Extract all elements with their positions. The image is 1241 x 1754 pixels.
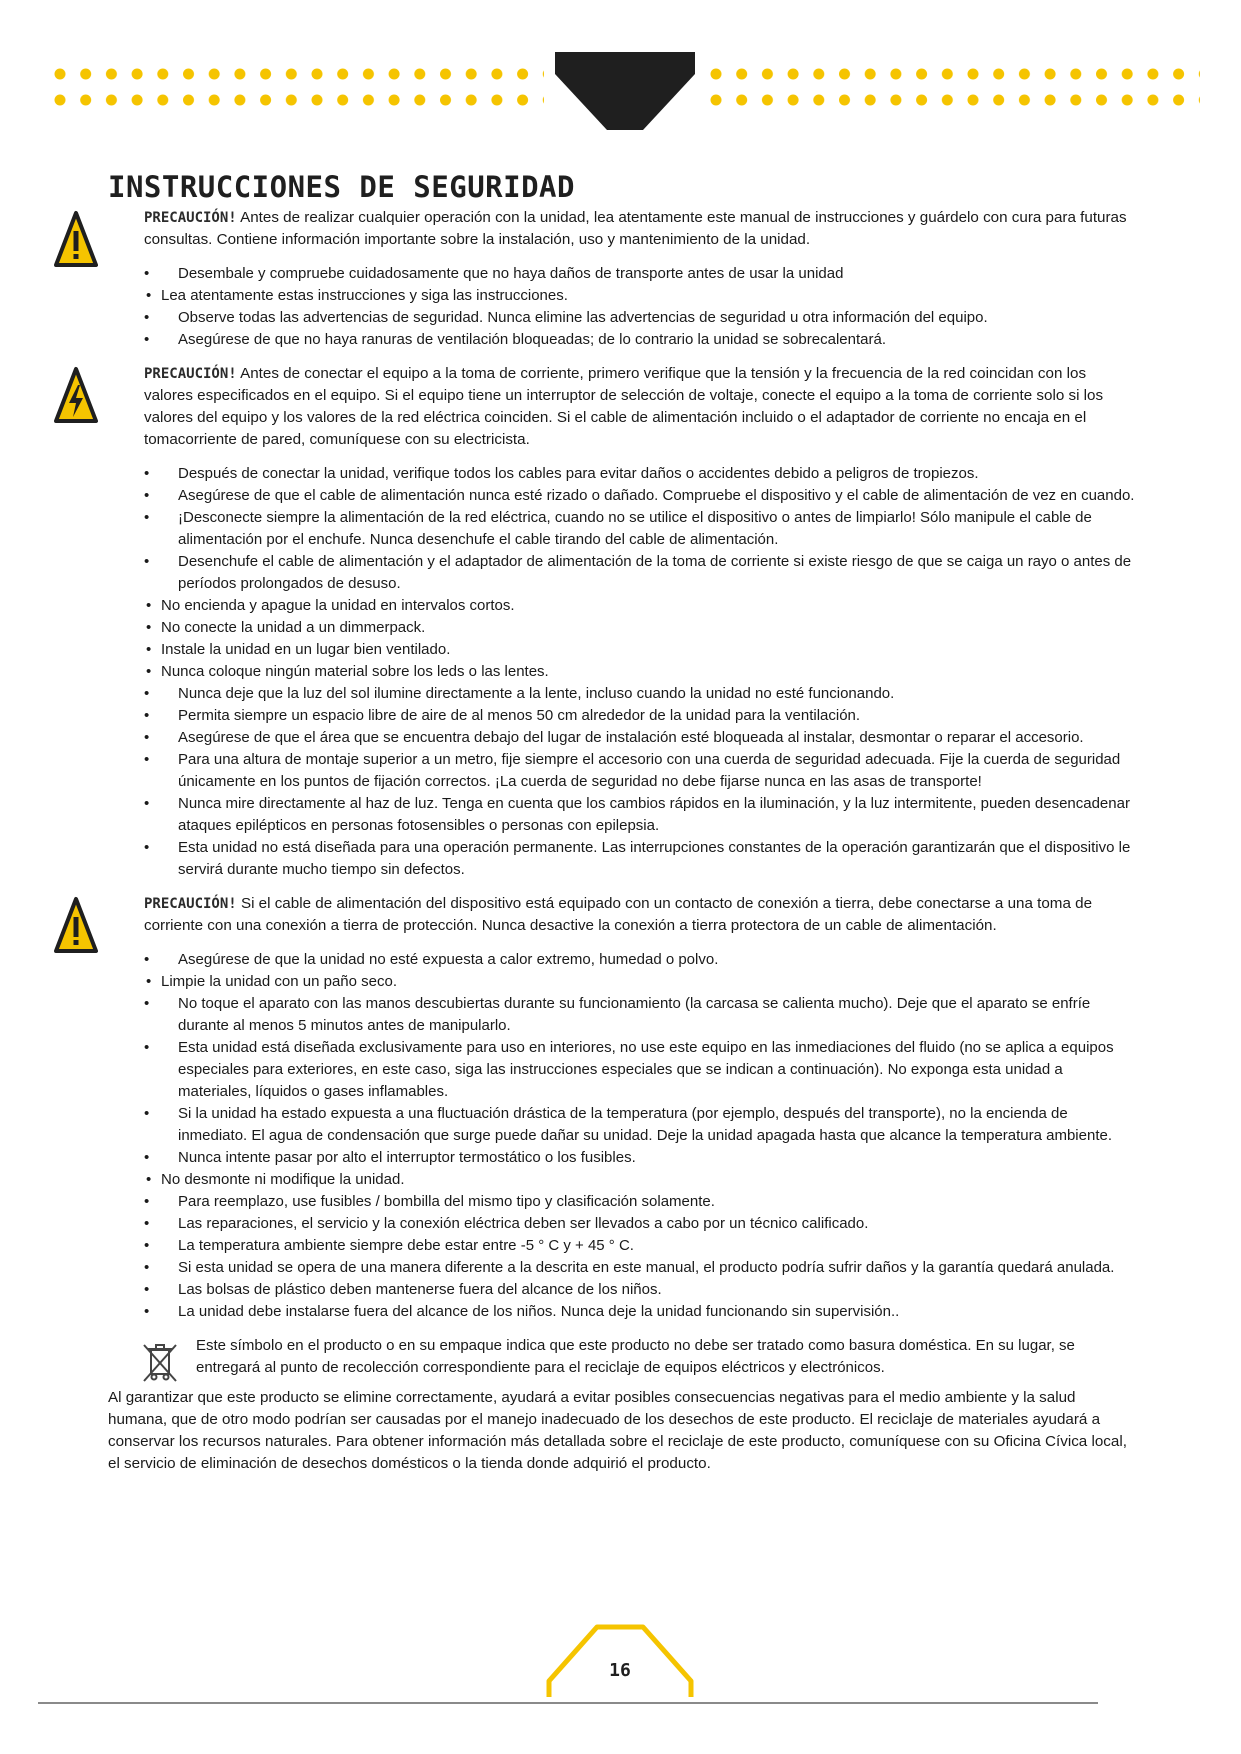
list-item: • No toque el aparato con las manos descubiertas durante su funcionamiento (la carcasa se calienta mucho). Deje que el aparato se enfríe durante al menos 5 minutos antes de manipularlo. [108, 993, 1138, 1037]
list-item: • Nunca intente pasar por alto el interruptor termostático o los fusibles. [108, 1147, 1138, 1169]
crossed-out-bin-icon [140, 1341, 180, 1385]
caution-label: PRECAUCIÓN! [144, 366, 237, 382]
bullet-list-1 [108, 263, 1138, 351]
list-item: • Si la unidad ha estado expuesta a una fluctuación drástica de la temperatura (por ejemplo, después del transporte), no la encienda de inmediato. El agua de condensación que surge puede dañar su unidad. Deje la unidad apagada hasta que alcance la temperatura ambiente. [108, 1103, 1138, 1147]
list-item: • Para una altura de montaje superior a un metro, fije siempre el accesorio con una cuerda de seguridad adecuada. Fije la cuerda de seguridad únicamente en los puntos de fijación correctos. ¡La cuerda de seguridad no debe fijarse nunca en las asas de transporte! [108, 749, 1138, 793]
bullet-list-2 [108, 463, 1138, 881]
weee-text: Este símbolo en el producto o en su empaque indica que este producto no debe ser tratado como basura doméstica. En su lugar, se entregará al punto de recolección correspondiente para el reciclaje de equipos eléctricos y electrónicos. [196, 1337, 1075, 1376]
list-item: • Permita siempre un espacio libre de aire de al menos 50 cm alrededor de la unidad para la ventilación. [108, 705, 1138, 727]
page-number: 16 [609, 1660, 631, 1681]
list-item: • Nunca mire directamente al haz de luz. Tenga en cuenta que los cambios rápidos en la iluminación, y la luz intermitente, pueden desencadenar ataques epilépticos en personas fotosensibles o personas con epilepsia. [108, 793, 1138, 837]
list-item: • Observe todas las advertencias de seguridad. Nunca elimine las advertencias de seguridad u otra información del equipo. [108, 307, 1138, 329]
weee-notice [108, 1335, 1138, 1379]
list-item: • Asegúrese de que el área que se encuentra debajo del lugar de instalación esté bloqueada al instalar, desmontar o reparar el accesorio. [108, 727, 1138, 749]
electrical-hazard-icon [54, 365, 98, 423]
caution-text: Antes de realizar cualquier operación con la unidad, lea atentamente este manual de instrucciones y guárdelo con cura para futuras consultas. Contiene información importante sobre la instalación, uso y mantenimiento de la unidad. [144, 209, 1127, 248]
page-title: INSTRUCCIONES DE SEGURIDAD [108, 170, 575, 204]
list-item: • Nunca coloque ningún material sobre los leds o las lentes. [108, 661, 1138, 683]
list-item: • Las reparaciones, el servicio y la conexión eléctrica deben ser llevados a cabo por un técnico calificado. [108, 1213, 1138, 1235]
footer-rule [38, 1702, 1098, 1704]
warning-exclamation-icon [54, 209, 98, 267]
caution-label: PRECAUCIÓN! [144, 896, 237, 912]
list-item: • Nunca deje que la luz del sol ilumine directamente a la lente, incluso cuando la unidad no esté funcionando. [108, 683, 1138, 705]
caution-text: Antes de conectar el equipo a la toma de corriente, primero verifique que la tensión y la frecuencia de la red coincidan con los valores especificados en el equipo. Si el equipo tiene un interruptor de selección de voltaje, conecte el equipo a la toma de corriente solo si los valores del equipo y los valores de la red eléctrica coinciden. Si el cable de alimentación incluido o el adaptador de corriente no encaja en el tomacorriente de pared, comuníquese con su electricista. [144, 365, 1104, 448]
list-item: • La unidad debe instalarse fuera del alcance de los niños. Nunca deje la unidad funcionando sin supervisión.. [108, 1301, 1138, 1323]
bullet-list-3 [108, 949, 1138, 1323]
list-item: • Para reemplazo, use fusibles / bombilla del mismo tipo y clasificación solamente. [108, 1191, 1138, 1213]
list-item: • Las bolsas de plástico deben mantenerse fuera del alcance de los niños. [108, 1279, 1138, 1301]
list-item: • Después de conectar la unidad, verifique todos los cables para evitar daños o accidentes debido a peligros de tropiezos. [108, 463, 1138, 485]
caution-block-3 [108, 893, 1138, 937]
list-item: • No desmonte ni modifique la unidad. [108, 1169, 1138, 1191]
warning-exclamation-icon [54, 895, 98, 953]
content [108, 207, 1138, 1475]
list-item: • Asegúrese de que el cable de alimentación nunca esté rizado o dañado. Compruebe el dispositivo y el cable de alimentación de vez en cuando. [108, 485, 1138, 507]
closing-paragraph: Al garantizar que este producto se elimine correctamente, ayudará a evitar posibles consecuencias negativas para el medio ambiente y la salud humana, que de otro modo podrían ser causadas por el manejo inadecuado de los desechos de este producto. El reciclaje de materiales ayudará a conservar los recursos naturales. Para obtener información más detallada sobre el reciclaje de este producto, comuníquese con su Oficina Cívica local, el servicio de eliminación de desechos domésticos o la tienda donde adquirió el producto. [108, 1389, 1127, 1472]
list-item: • Lea atentamente estas instrucciones y siga las instrucciones. [108, 285, 1138, 307]
caution-block-1 [108, 207, 1138, 251]
list-item: • Esta unidad no está diseñada para una operación permanente. Las interrupciones constantes de la operación garantizarán que el dispositivo le servirá durante mucho tiempo sin defectos. [108, 837, 1138, 881]
list-item: • Limpie la unidad con un paño seco. [108, 971, 1138, 993]
caution-label: PRECAUCIÓN! [144, 210, 237, 226]
list-item: • Esta unidad está diseñada exclusivamente para uso en interiores, no use este equipo en las inmediaciones del fluido (no se aplica a equipos especiales para exteriores, en este caso, siga las instrucciones especiales que se indican a continuación). No exponga esta unidad a materiales, líquidos o gases inflamables. [108, 1037, 1138, 1103]
header-dots-left [54, 68, 544, 108]
list-item: • No conecte la unidad a un dimmerpack. [108, 617, 1138, 639]
list-item: • Desenchufe el cable de alimentación y el adaptador de alimentación de la toma de corriente si existe riesgo de que se caiga un rayo o antes de períodos prolongados de desuso. [108, 551, 1138, 595]
list-item: • Si esta unidad se opera de una manera diferente a la descrita en este manual, el producto podría sufrir daños y la garantía quedará anulada. [108, 1257, 1138, 1279]
caution-text: Si el cable de alimentación del dispositivo está equipado con un contacto de conexión a tierra, debe conectarse a una toma de corriente con una conexión a tierra de protección. Nunca desactive la conexión a tierra protectora de un cable de alimentación. [144, 895, 1093, 934]
list-item: • Asegúrese de que no haya ranuras de ventilación bloqueadas; de lo contrario la unidad se sobrecalentará. [108, 329, 1138, 351]
list-item: • Desembale y compruebe cuidadosamente que no haya daños de transporte antes de usar la unidad [108, 263, 1138, 285]
caution-block-2 [108, 363, 1138, 451]
list-item: • No encienda y apague la unidad en intervalos cortos. [108, 595, 1138, 617]
header-dots-right [710, 68, 1200, 108]
list-item: • La temperatura ambiente siempre debe estar entre -5 ° C y + 45 ° C. [108, 1235, 1138, 1257]
list-item: • Instale la unidad en un lugar bien ventilado. [108, 639, 1138, 661]
list-item: • Asegúrese de que la unidad no esté expuesta a calor extremo, humedad o polvo. [108, 949, 1138, 971]
list-item: • ¡Desconecte siempre la alimentación de la red eléctrica, cuando no se utilice el dispositivo o antes de limpiarlo! Sólo manipule el cable de alimentación por el enchufe. Nunca desenchufe el cable tirando del cable de alimentación. [108, 507, 1138, 551]
header-tab-shape [555, 52, 695, 132]
